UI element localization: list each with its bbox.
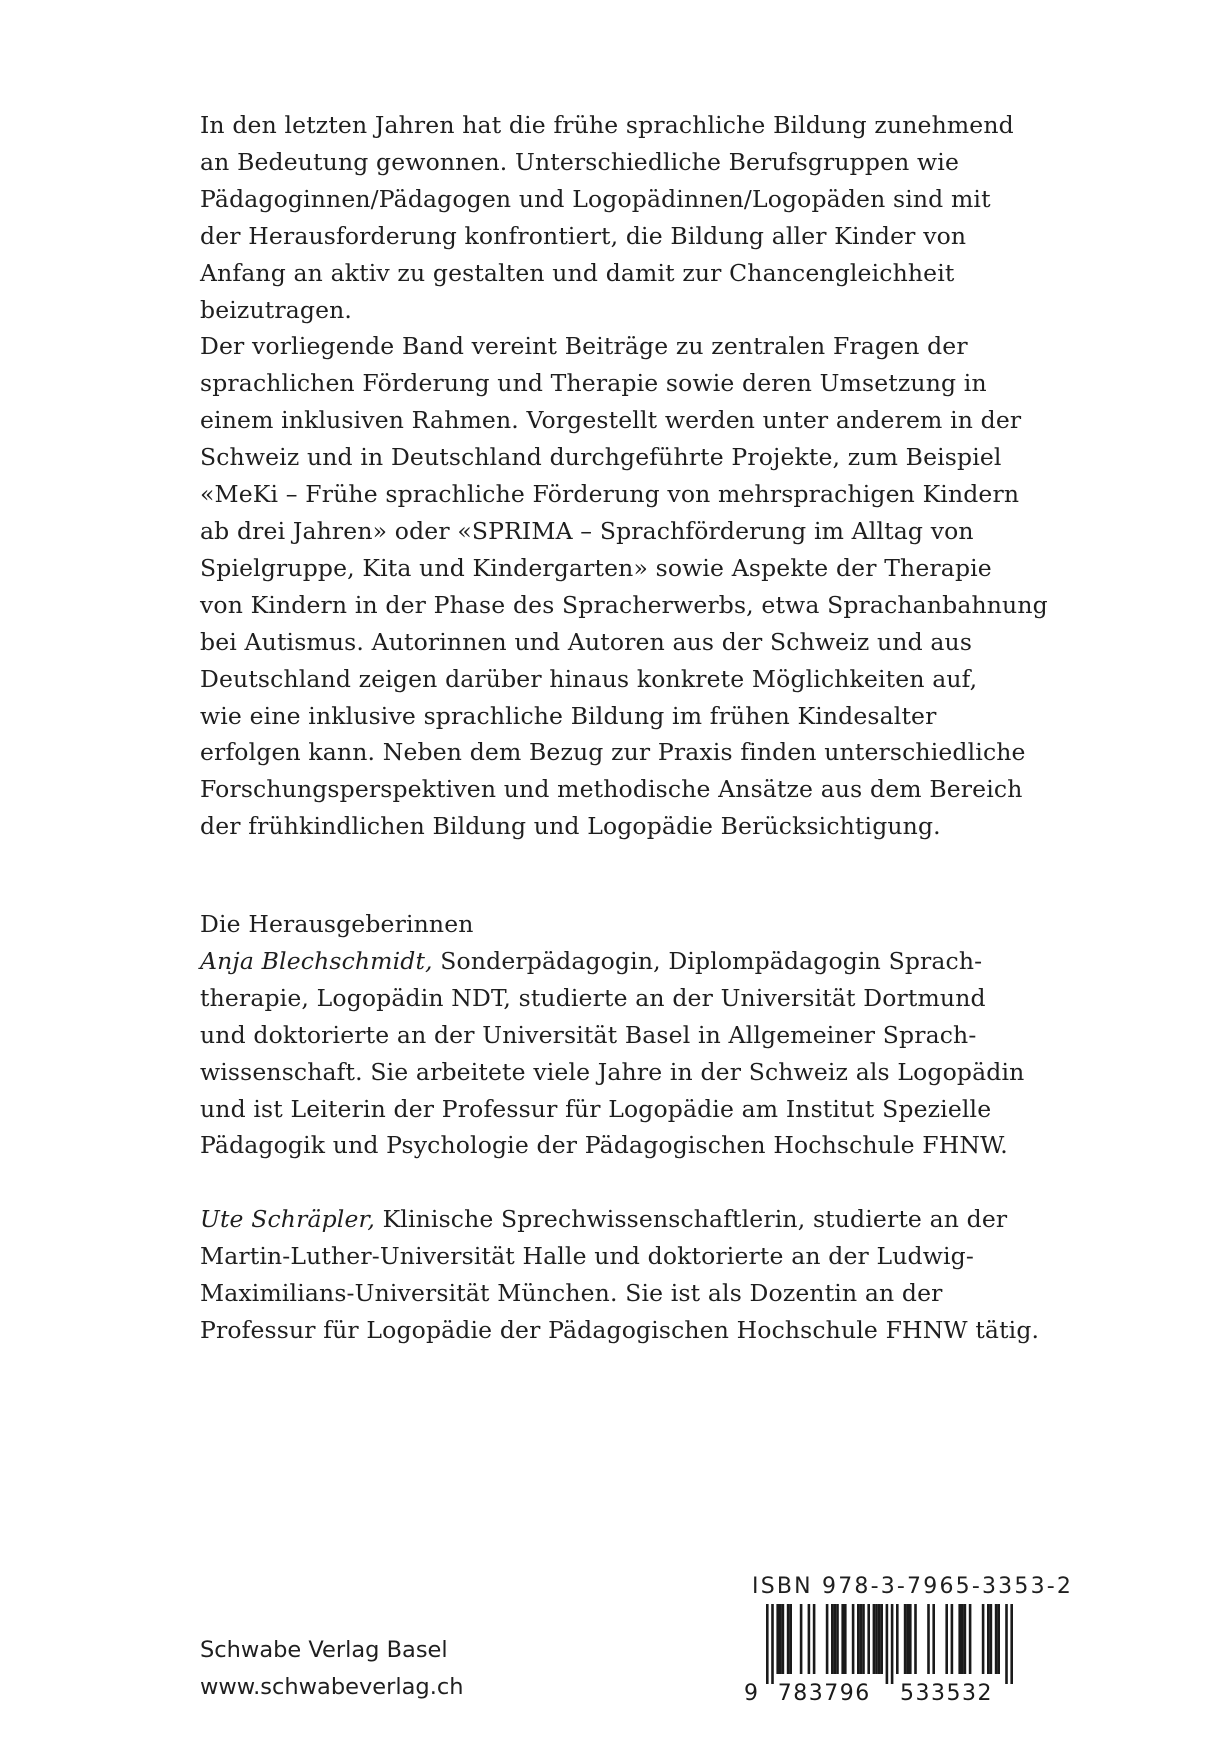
text-line: an Bedeutung gewonnen. Unterschiedliche Berufsgruppen wie: [200, 147, 960, 176]
blurb-paragraph-2: [200, 328, 1048, 845]
text-line: Pädagoginnen/Pädagogen und Logopädinnen/Logopäden sind mit: [200, 184, 991, 213]
text-line: Maximilians-Universität München. Sie ist als Dozentin an der: [200, 1279, 943, 1308]
publisher-website: www.schwabeverlag.ch: [200, 1674, 464, 1700]
barcode-bar: [841, 1604, 844, 1674]
paragraph-gap: [200, 1164, 1020, 1201]
isbn-label: ISBN 978-3-7965-3353-2: [752, 1574, 1074, 1599]
barcode-bar: [782, 1604, 785, 1674]
text-line: therapie, Logopädin NDT, studierte an der Universität Dortmund: [200, 983, 986, 1012]
text-line: In den letzten Jahren hat die frühe sprachliche Bildung zunehmend: [200, 111, 1014, 139]
text-line: und ist Leiterin der Professur für Logopädie am Institut Spezielle: [200, 1094, 992, 1123]
text-line: einem inklusiven Rahmen. Vorgestellt werden unter anderem in der: [200, 406, 1022, 435]
text-line: beizutragen.: [200, 295, 353, 324]
text-line: und doktorierte an der Universität Basel in Allgemeiner Sprach-: [200, 1020, 977, 1049]
editor-name: Anja Blechschmidt,: [200, 946, 433, 975]
barcode-digits: 9: [744, 1681, 760, 1706]
blurb-text: [200, 107, 1048, 845]
barcode-bar: [914, 1604, 917, 1674]
editors-section: [200, 906, 1040, 1349]
editor-bio-lines: [200, 1238, 1040, 1349]
barcode-bar: [896, 1604, 899, 1674]
barcode-bar: [987, 1604, 990, 1674]
publisher-name: Schwabe Verlag Basel: [200, 1637, 448, 1663]
editor-bio-text: Sonderpädagogin, Diplompädagogin Sprach-: [432, 946, 983, 975]
editor-name: Ute Schräpler,: [200, 1205, 375, 1234]
text-line: Professur für Logopädie der Pädagogischen Hochschule FHNW tätig.: [200, 1315, 1040, 1344]
editor-bio-text: Klinische Sprechwissenschaftlerin, studierte an der: [374, 1205, 1008, 1234]
text-line: Anfang an aktiv zu gestalten und damit zur Chancengleichheit: [200, 258, 955, 287]
barcode-bar: [867, 1604, 870, 1674]
barcode-bar: [862, 1604, 865, 1674]
barcode-bar: [951, 1604, 954, 1674]
barcode-bar: [997, 1604, 1000, 1674]
barcode-digits: 533532: [900, 1681, 993, 1706]
barcode-bar: [909, 1604, 912, 1674]
barcode-bar: [958, 1604, 961, 1674]
barcode-bar: [771, 1604, 774, 1684]
text-line: Forschungsperspektiven und methodische Ansätze aus dem Bereich: [200, 775, 1023, 804]
barcode-bar: [789, 1604, 792, 1674]
text-line: wie eine inklusive sprachliche Bildung im frühen Kindesalter: [200, 701, 937, 730]
barcode-bar: [964, 1604, 967, 1674]
barcode-bar: [982, 1604, 985, 1674]
barcode-bar: [906, 1604, 909, 1674]
editors-heading: Die Herausgeberinnen: [200, 910, 474, 938]
text-line: der frühkindlichen Bildung und Logopädie Berücksichtigung.: [200, 812, 941, 841]
editor-bio-lines: [200, 980, 1025, 1165]
barcode-bar: [776, 1604, 779, 1674]
text-line: sprachlichen Förderung und Therapie sowie deren Umsetzung in: [200, 369, 987, 398]
barcode-bar: [844, 1604, 847, 1674]
barcode-bar: [831, 1604, 834, 1674]
barcode-bar: [878, 1604, 881, 1674]
barcode-bar: [857, 1604, 860, 1674]
barcode-bar: [779, 1604, 782, 1674]
barcode-bar: [813, 1604, 816, 1674]
text-line: Spielgruppe, Kita und Kindergarten» sowie Aspekte der Therapie: [200, 553, 992, 582]
barcode-bar: [852, 1604, 855, 1674]
text-line: Schweiz und in Deutschland durchgeführte Projekte, zum Beispiel: [200, 443, 1002, 472]
blurb-paragraph-1: [200, 107, 1020, 328]
editor-bio-first-line: [200, 1201, 1020, 1238]
text-line: erfolgen kann. Neben dem Bezug zur Praxis finden unterschiedliche: [200, 738, 1026, 767]
barcode-bar: [969, 1604, 972, 1674]
barcode-bar: [932, 1604, 935, 1674]
publisher-info: [200, 1632, 463, 1706]
text-line: wissenschaft. Sie arbeitete viele Jahre in der Schweiz als Logopädin: [200, 1057, 1025, 1086]
barcode-bar: [927, 1604, 930, 1674]
barcode-bar: [945, 1604, 948, 1674]
barcode: [740, 1604, 1040, 1714]
barcode-bar: [891, 1604, 894, 1684]
barcode-bar: [787, 1604, 790, 1674]
barcode-bar: [873, 1604, 876, 1674]
editor-bio-schraepler: [200, 1201, 1040, 1349]
isbn-block: [740, 1574, 1074, 1714]
text-line: von Kindern in der Phase des Spracherwerbs, etwa Sprachanbahnung: [200, 590, 1048, 619]
text-line: «MeKi – Frühe sprachliche Förderung von mehrsprachigen Kindern: [200, 480, 1020, 509]
text-line: Deutschland zeigen darüber hinaus konkrete Möglichkeiten auf,: [200, 664, 978, 693]
barcode-bar: [860, 1604, 863, 1674]
barcode-digits: 783796: [777, 1681, 871, 1706]
barcode-bar: [904, 1604, 907, 1674]
barcode-bar: [1005, 1604, 1008, 1684]
barcode-bar: [886, 1604, 889, 1684]
editor-bio-blechschmidt: [200, 943, 1025, 1164]
barcode-bar: [961, 1604, 964, 1674]
barcode-bar: [875, 1604, 878, 1674]
barcode-bar: [836, 1604, 839, 1674]
barcode-bar: [834, 1604, 837, 1674]
barcode-bar: [766, 1604, 769, 1684]
text-line: der Herausforderung konfrontiert, die Bildung aller Kinder von: [200, 221, 967, 250]
barcode-bar: [990, 1604, 993, 1674]
text-line: bei Autismus. Autorinnen und Autoren aus der Schweiz und aus: [200, 627, 973, 656]
barcode-bar: [826, 1604, 829, 1674]
barcode-bar: [1010, 1604, 1013, 1684]
barcode-bar: [880, 1604, 883, 1674]
barcode-bar: [800, 1604, 803, 1674]
text-line: ab drei Jahren» oder «SPRIMA – Sprachförderung im Alltag von: [200, 516, 974, 545]
text-line: Der vorliegende Band vereint Beiträge zu zentralen Fragen der: [200, 332, 968, 361]
text-line: Martin-Luther-Universität Halle und doktorierte an der Ludwig-: [200, 1242, 974, 1271]
barcode-bar: [995, 1604, 998, 1674]
editor-bio-first-line: [200, 943, 1020, 980]
text-line: Pädagogik und Psychologie der Pädagogischen Hochschule FHNW.: [200, 1131, 1008, 1160]
barcode-bar: [808, 1604, 811, 1674]
